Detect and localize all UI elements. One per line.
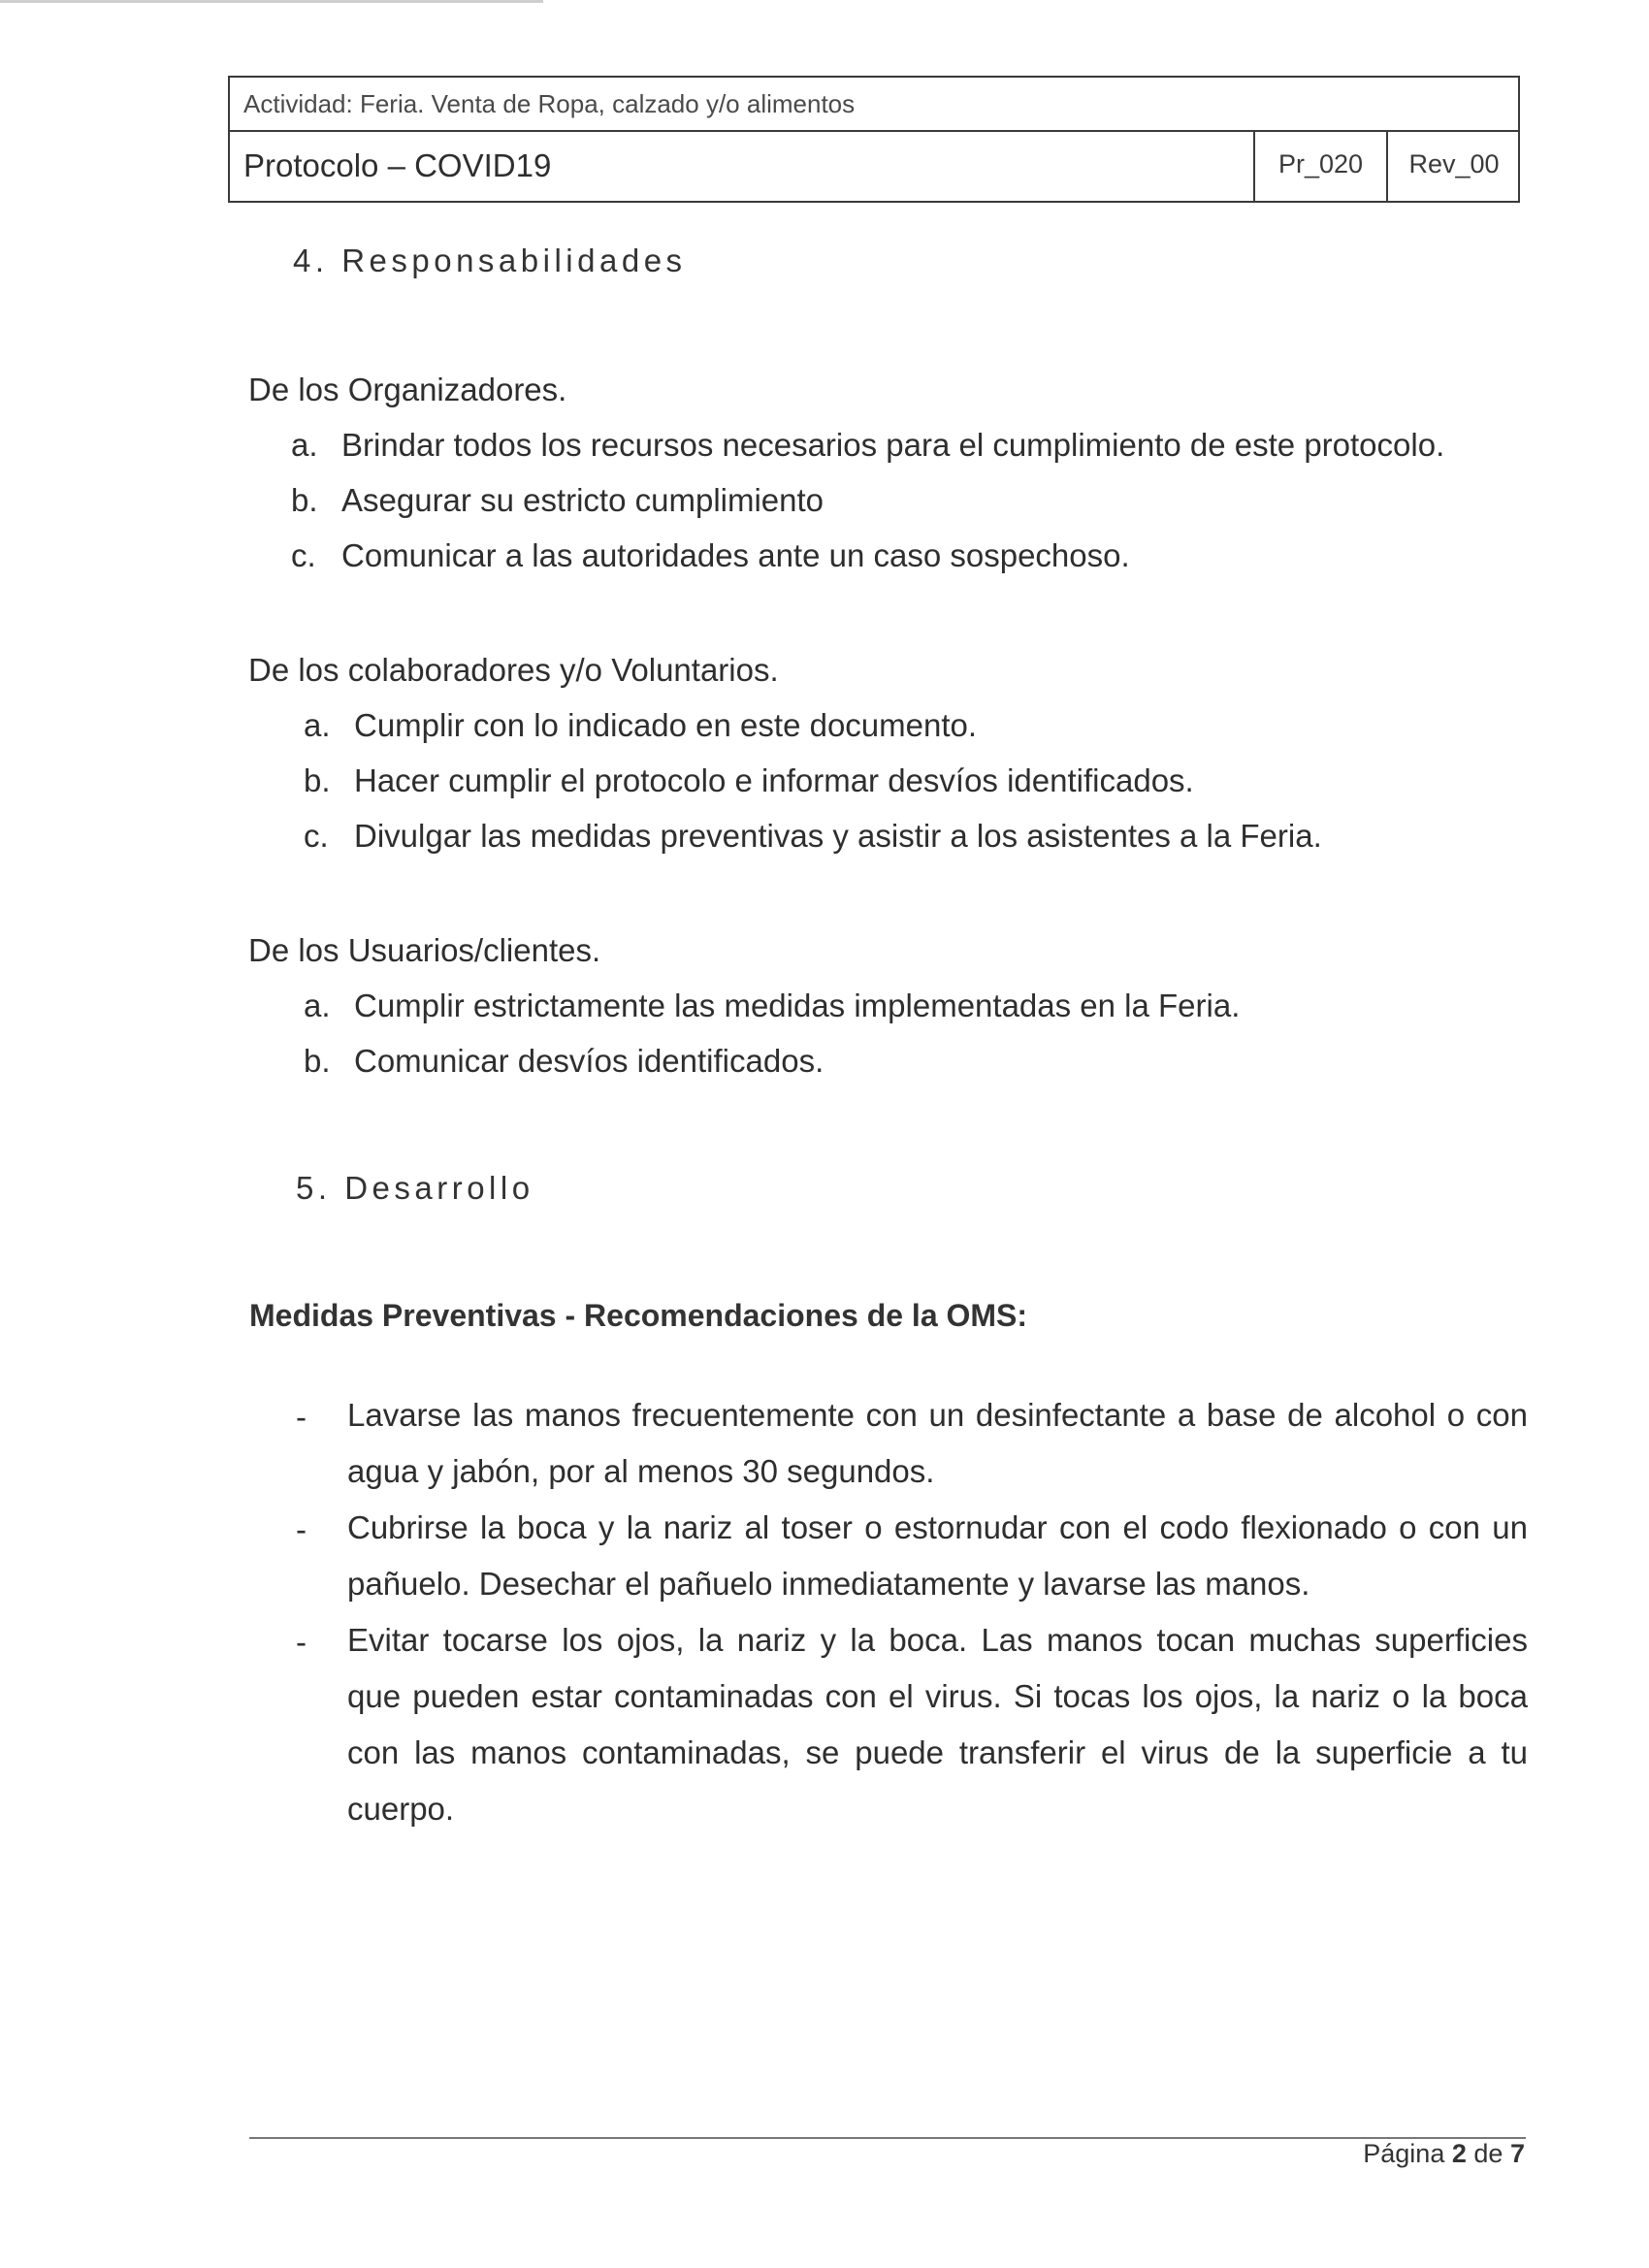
list-marker: a. — [304, 707, 331, 743]
list-marker: a. — [304, 988, 331, 1023]
footer-rule — [249, 2137, 1526, 2139]
bullet-line: cuerpo. — [347, 1791, 455, 1827]
footer-page-word: Página — [1363, 2139, 1445, 2168]
list-marker: c. — [291, 537, 316, 573]
list-item — [291, 482, 824, 519]
list-item — [291, 537, 1130, 574]
scan-edge-mark — [0, 0, 543, 3]
preventive-measures-heading: Medidas Preventivas - Recomendaciones de la OMS: — [249, 1298, 1028, 1333]
list-item-text: Cumplir con lo indicado en este documento. — [354, 707, 978, 743]
footer-page-number — [1363, 2139, 1525, 2169]
footer-current-page: 2 — [1451, 2139, 1467, 2168]
section-5-heading: 5. Desarrollo — [296, 1170, 534, 1206]
list-marker: b. — [291, 482, 318, 518]
bullet-line: agua y jabón, por al menos 30 segundos. — [347, 1453, 935, 1489]
bullet-line: Cubrirse la boca y la nariz al toser o estornudar con el codo flexionado o con un — [347, 1509, 1528, 1545]
bullet-line: Lavarse las manos frecuentemente con un desinfectante a base de alcohol o con — [347, 1397, 1528, 1433]
list-item — [304, 762, 1194, 799]
bullet-line: pañuelo. Desechar el pañuelo inmediatamente y lavarse las manos. — [347, 1566, 1310, 1602]
header-revision-text: Rev_00 — [1408, 149, 1500, 178]
bullet-dash: - — [296, 1511, 307, 1547]
list-item-text: Comunicar desvíos identificados. — [354, 1043, 824, 1079]
header-activity-text: Actividad: Feria. Venta de Ropa, calzado y/o alimentos — [243, 89, 856, 118]
group-title-colaboradores: De los colaboradores y/o Voluntarios. — [248, 652, 779, 688]
bullet-text — [347, 1387, 1528, 1500]
list-item-text: Asegurar su estricto cumplimiento — [341, 482, 824, 518]
header-activity-row — [230, 78, 1518, 132]
group-title-organizadores: De los Organizadores. — [248, 372, 567, 407]
section-4-heading: 4. Responsabilidades — [293, 243, 687, 278]
list-marker: b. — [304, 1043, 331, 1079]
bullet-line: que pueden estar contaminadas con el virus. Si tocas los ojos, la nariz o la boca — [347, 1678, 1528, 1714]
bullet-line: Evitar tocarse los ojos, la nariz y la boca. Las manos tocan muchas superficies — [347, 1622, 1528, 1658]
document-header-table — [228, 76, 1520, 203]
bullet-dash: - — [296, 1624, 307, 1660]
list-item — [291, 427, 1444, 464]
bullet-text — [347, 1612, 1528, 1837]
bullet-line: con las manos contaminadas, se puede transferir el virus de la superficie a tu — [347, 1734, 1528, 1770]
list-marker: c. — [304, 818, 329, 854]
list-item — [304, 707, 977, 744]
list-item — [304, 818, 1322, 855]
header-code-cell — [1253, 132, 1386, 203]
list-item-text: Hacer cumplir el protocolo e informar desvíos identificados. — [354, 762, 1194, 798]
list-item-text: Cumplir estrictamente las medidas implementadas en la Feria. — [354, 988, 1241, 1023]
header-revision-cell — [1386, 132, 1520, 203]
header-protocol-title: Protocolo – COVID19 — [243, 147, 552, 183]
footer-total-pages: 7 — [1509, 2139, 1525, 2168]
list-item-text: Divulgar las medidas preventivas y asistir a los asistentes a la Feria. — [354, 818, 1322, 854]
list-item-text: Comunicar a las autoridades ante un caso sospechoso. — [341, 537, 1130, 573]
group-title-usuarios: De los Usuarios/clientes. — [248, 932, 601, 968]
bullet-dash: - — [296, 1399, 307, 1435]
header-code-text: Pr_020 — [1277, 149, 1364, 178]
list-marker: b. — [304, 762, 331, 798]
bullet-text — [347, 1500, 1528, 1612]
list-marker: a. — [291, 427, 318, 463]
list-item — [304, 988, 1240, 1024]
header-protocol-row — [230, 132, 1518, 203]
list-item-text: Brindar todos los recursos necesarios para el cumplimiento de este protocolo. — [341, 427, 1445, 463]
footer-of-word: de — [1473, 2139, 1504, 2168]
list-item — [304, 1043, 824, 1080]
